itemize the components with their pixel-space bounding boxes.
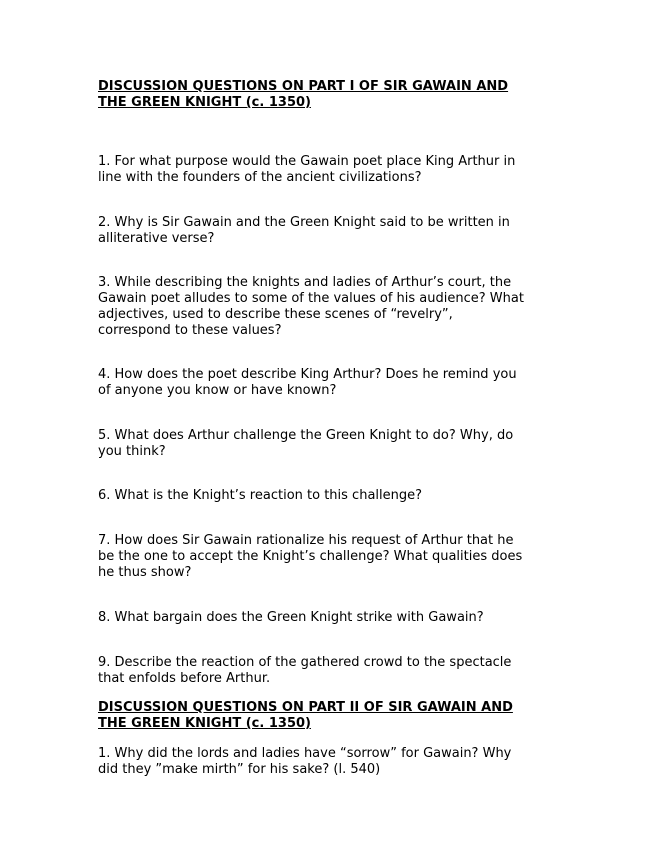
part2-heading: DISCUSSION QUESTIONS ON PART II OF SIR GAWAIN AND THE GREEN KNIGHT (c. 1350) (98, 700, 513, 731)
part1-question-3: 3. While describing the knights and ladies of Arthur’s court, the Gawain poet alludes to some of the values of his audience? What adjectives, used to describe these scenes of “revelry”, correspond to these values? (98, 275, 524, 338)
part1-question-5: 5. What does Arthur challenge the Green Knight to do? Why, do you think? (98, 428, 514, 459)
part1-question-7: 7. How does Sir Gawain rationalize his request of Arthur that he be the one to accept the Knight’s challenge? What qualities does he thus show? (98, 533, 523, 580)
part1-question-2: 2. Why is Sir Gawain and the Green Knight said to be written in alliterative verse? (98, 215, 510, 246)
part1-question-9: 9. Describe the reaction of the gathered crowd to the spectacle that enfolds before Arthur. (98, 655, 512, 686)
part1-question-4: 4. How does the poet describe King Arthur? Does he remind you of anyone you know or have known? (98, 367, 517, 398)
part1-heading: DISCUSSION QUESTIONS ON PART I OF SIR GAWAIN AND THE GREEN KNIGHT (c. 1350) (98, 79, 509, 110)
part1-question-6: 6. What is the Knight’s reaction to this challenge? (98, 488, 423, 503)
part1-question-8: 8. What bargain does the Green Knight strike with Gawain? (98, 610, 484, 625)
part1-question-1: 1. For what purpose would the Gawain poet place King Arthur in line with the founders of the ancient civilizations? (98, 154, 516, 185)
part2-question-1: 1. Why did the lords and ladies have “sorrow” for Gawain? Why did they ”make mirth” for his sake? (l. 540) (98, 746, 512, 777)
